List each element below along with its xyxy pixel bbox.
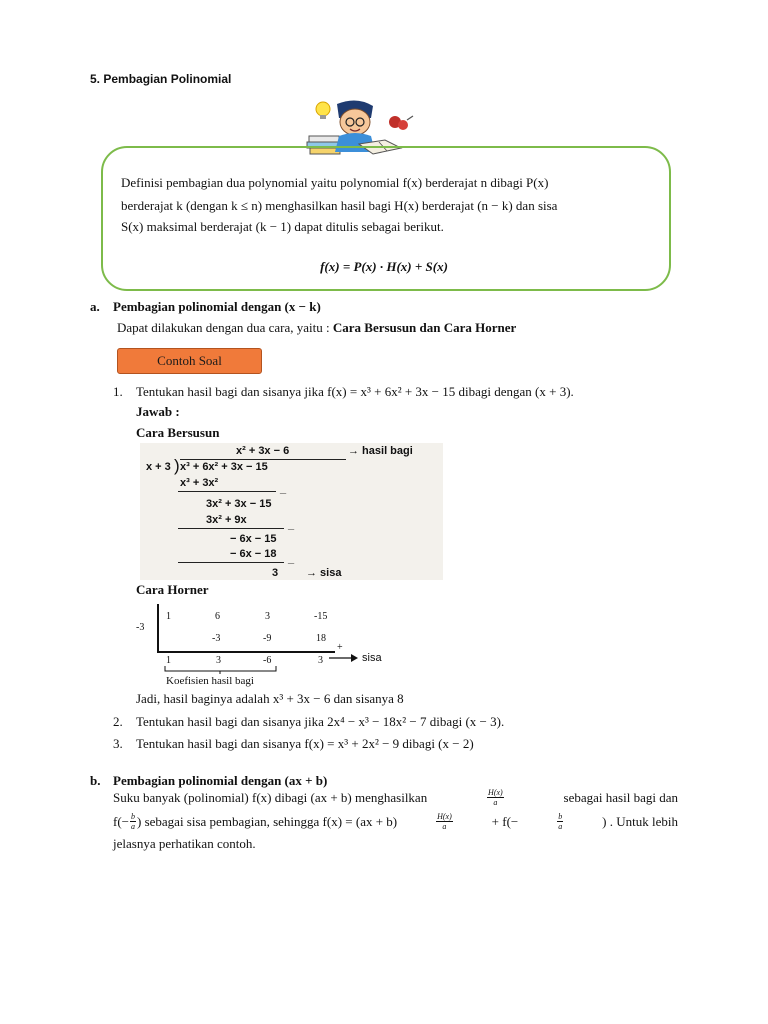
ld-step-1: x³ + 3x² <box>180 477 219 489</box>
section-title: 5. Pembagian Polinomial <box>90 72 232 86</box>
ld-minus-1: _ <box>280 483 287 495</box>
part-b-line-2-c: + f(− <box>491 813 519 829</box>
problem-3-number: 3. <box>113 736 123 751</box>
definition-line-1: Definisi pembagian dua polynomial yaitu polynomial f(x) berderajat n dibagi P(x) <box>121 175 549 190</box>
horner-coef-2: 6 <box>215 611 220 622</box>
ld-dividend: x³ + 6x² + 3x − 15 <box>180 461 268 473</box>
ld-step-4: − 6x − 15 <box>230 533 277 545</box>
problem-1-number: 1. <box>113 384 123 399</box>
jawab-label: Jawab : <box>136 404 180 419</box>
bracket-icon <box>164 666 278 674</box>
problem-3-text: Tentukan hasil bagi dan sisanya f(x) = x³ + 2x² − 9 dibagi (x − 2) <box>136 736 474 751</box>
long-division-scan: x² + 3x − 6 → hasil bagi x + 3 ) x³ + 6x² + 3x − 15 x³ + 3x² _ 3x² + 3x − 15 3x² + 9x _ − 6x − 15 − 6x − 18 _ 3 → sisa <box>140 443 443 580</box>
ld-quotient: x² + 3x − 6 <box>236 445 290 457</box>
ld-step-5: − 6x − 18 <box>230 548 277 560</box>
cara-horner-label: Cara Horner <box>136 582 209 597</box>
ld-step-3: 3x² + 9x <box>206 514 247 526</box>
contoh-soal-label <box>117 348 262 374</box>
part-a-intro-bold: Cara Bersusun dan Cara Horner <box>332 320 517 335</box>
lightbulb-icon <box>316 102 330 116</box>
conclusion-text: Jadi, hasil baginya adalah x³ + 3x − 6 dan sisanya 8 <box>136 691 404 706</box>
part-b-line-1-text: Suku banyak (polinomial) f(x) dibagi (ax + b) menghasilkan <box>113 789 428 805</box>
horner-result-2: 3 <box>216 655 221 666</box>
horner-k: -3 <box>136 622 145 633</box>
contoh-soal-text: Contoh Soal <box>157 353 222 368</box>
ld-minus-3: _ <box>288 553 295 565</box>
definition-line-2: berderajat k (dengan k ≤ n) menghasilkan hasil bagi H(x) berderajat (n − k) dan sisa <box>121 198 558 213</box>
ld-remainder: 3 <box>272 567 279 579</box>
part-a-intro-text: Dapat dilakukan dengan dua cara, yaitu : <box>117 320 333 335</box>
horner-sisa-label: sisa <box>362 652 382 664</box>
fraction-hx-over-a-2: $\frac{H(x)}{a}$ <box>437 812 452 831</box>
part-b-line-1 <box>113 788 678 807</box>
problem-2-number: 2. <box>113 714 123 729</box>
part-b-heading: Pembagian polinomial dengan (ax + b) <box>113 773 328 788</box>
problem-2-text: Tentukan hasil bagi dan sisanya jika 2x⁴ − x³ − 18x² − 7 dibagi (x − 3). <box>136 714 505 729</box>
arrow-right-icon <box>329 653 359 663</box>
ld-quotient-note: → hasil bagi <box>348 445 413 457</box>
part-b-line-3: jelasnya perhatikan contoh. <box>113 836 256 851</box>
horner-coef-3: 3 <box>265 611 270 622</box>
horner-product-1: -3 <box>212 633 221 644</box>
fraction-b-over-a-1: $\frac{b}{a}$ <box>131 812 135 831</box>
part-b-line-2-a: f(− <box>113 813 129 829</box>
horner-koefisien-label: Koefisien hasil bagi <box>166 675 254 687</box>
horner-product-2: -9 <box>263 633 272 644</box>
horner-plus: + <box>337 642 343 653</box>
horner-table <box>130 604 390 687</box>
part-b-line-2 <box>113 812 678 831</box>
fraction-hx-over-a: $\frac{H(x)}{a}$ <box>488 788 503 807</box>
part-a-heading: Pembagian polinomial dengan (x − k) <box>113 299 321 314</box>
part-b-line-2-b: ) sebagai sisa pembagian, sehingga f(x) = (ax + b) <box>137 813 398 829</box>
ld-remainder-note: → sisa <box>306 567 342 579</box>
part-b-line-1-tail: sebagai hasil bagi dan <box>563 789 678 805</box>
fraction-b-over-a-2: $\frac{b}{a}$ <box>558 812 563 831</box>
definition-line-3: S(x) maksimal berderajat (k − 1) dapat ditulis sebagai berikut. <box>121 219 444 234</box>
ld-minus-2: _ <box>288 519 295 531</box>
horner-result-1: 1 <box>166 655 171 666</box>
part-b-line-2-d: ) . Untuk lebih <box>602 813 678 829</box>
part-a-letter: a. <box>90 299 100 314</box>
ld-divisor: x + 3 <box>146 461 171 473</box>
part-a-intro <box>117 320 516 336</box>
ld-step-2: 3x² + 3x − 15 <box>206 498 272 510</box>
horner-product-3: 18 <box>316 633 326 644</box>
horner-result-3: -6 <box>263 655 272 666</box>
division-formula: f(x) = P(x) · H(x) + S(x) <box>320 259 448 274</box>
horner-coef-4: -15 <box>314 611 328 622</box>
part-b-letter: b. <box>90 773 101 788</box>
cara-bersusun-label: Cara Bersusun <box>136 425 220 440</box>
horner-coef-1: 1 <box>166 611 171 622</box>
horner-result-4: 3 <box>318 655 323 666</box>
problem-1-text: Tentukan hasil bagi dan sisanya jika f(x) = x³ + 6x² + 3x − 15 dibagi dengan (x + 3). <box>136 384 574 399</box>
